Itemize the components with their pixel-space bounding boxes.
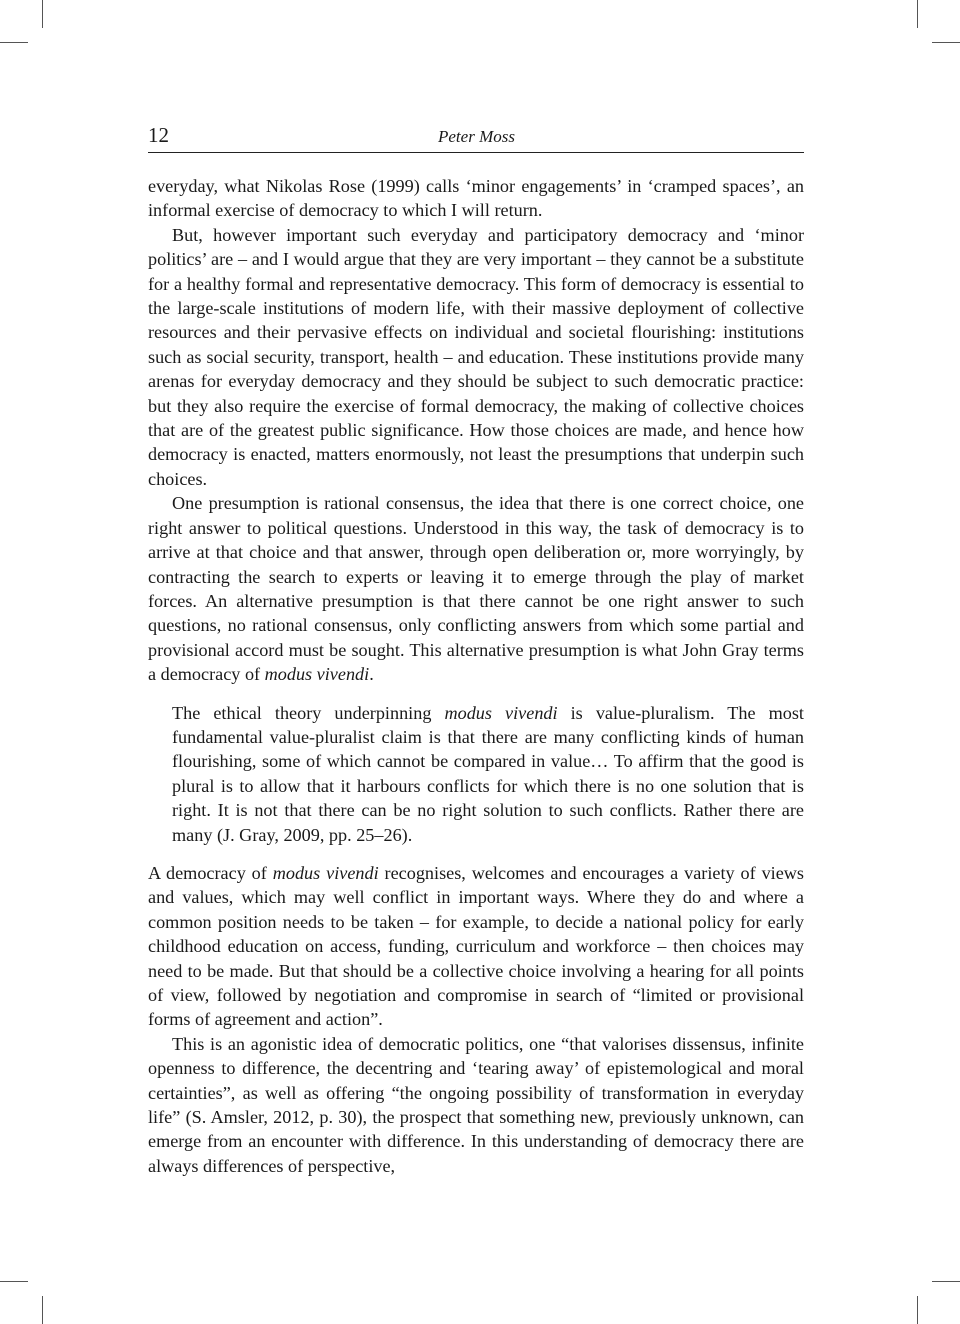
paragraph-4-italic: modus vivendi [272,862,379,883]
paragraph-2: But, however important such everyday and participatory democracy and ‘minor politics’ are – and I would argue that they are very important – they cannot be a substitute for a healthy formal and representative democracy. This form of democracy is essential to the large-scale institutions of modern life, with their massive deployment of collective resources and their pervasive effects on individual and societal flourishing: institutions such as social security, transport, health – and education. These institutions provide many arenas for everyday democracy and they should be subject to such democratic practice: but they also require the exercise of formal democracy, the making of collective choices that are of the greatest public significance. How those choices are made, and hence how democracy is enacted, matters enormously, not least the presumptions that underpin such choices. [148,224,804,489]
crop-mark-bottom-right [917,1296,918,1324]
crop-mark-bottom-left [42,1296,43,1324]
paragraph-5: This is an agonistic idea of democratic politics, one “that valorises dissensus, infinite openness to difference, the decentring and ‘tearing away’ of epistemological and moral certainties”, as well as offering “the ongoing possibility of transformation in everyday life” (S. Amsler, 2012, p. 30), the prospect that something new, previously unknown, can emerge from an encounter with difference. In this understanding of democracy there are always differences of perspective, [148,1033,804,1176]
paragraph-3 [148,491,804,686]
block-quote [172,701,804,847]
paragraph-4-end: recognises, welcomes and encourages a variety of views and values, which may well conflict in important ways. Where they do and where a common position needs to be taken – for example, to decide a national policy for early childhood education on access, funding, curriculum and workforce – then choices may need to be made. But that should be a collective choice involving a hearing for all points of view, followed by negotiation and compromise in search of “limited or provisional forms of agreement and action”. [148,862,804,1030]
paragraph-1: everyday, what Nikolas Rose (1999) calls ‘minor engagements’ in ‘cramped spaces’, an informal exercise of democracy to which I will return. [148,176,804,221]
paragraph-3-end: . [369,664,374,685]
crop-mark-bottom-right-h [932,1281,960,1282]
crop-mark-top-left [42,0,43,28]
quote-end: is value-pluralism. The most fundamental value-pluralist claim is that there are many conflicting kinds of human flourishing, some of which cannot be compared in value… To affirm that the good is plural is to allow that it harbours conflicts for which there is no one solution that is right. It is not that there can be no right solution to such conflicts. Rather there are many (J. Gray, 2009, pp. 25–26). [172,702,804,845]
quote-italic: modus vivendi [444,702,558,723]
crop-mark-top-left-h [0,42,28,43]
quote-text: The ethical theory underpinning [172,702,445,723]
crop-mark-top-right-h [932,42,960,43]
paragraph-3-italic: modus vivendi [264,664,370,685]
body-text [148,174,804,1178]
page-header [148,122,804,153]
running-head: Peter Moss [438,127,515,146]
paragraph-4-text: A democracy of [148,862,273,883]
paragraph-3-text: One presumption is rational consensus, the idea that there is one correct choice, one right answer to political questions. Understood in this way, the task of democracy is to arrive at that choice and that answer, through open deliberation or, more worryingly, by contracting the search to experts or leaving it to emerge through the play of market forces. An alternative presumption is that there cannot be one right answer to such questions, no rational consensus, only conflicting answers from which some partial and provisional accord must be sought. This alternative presumption is what John Gray terms a democracy of [148,493,804,685]
page-number: 12 [148,123,169,147]
paragraph-4 [148,861,804,1032]
crop-mark-bottom-left-h [0,1281,28,1282]
crop-mark-top-right [917,0,918,28]
